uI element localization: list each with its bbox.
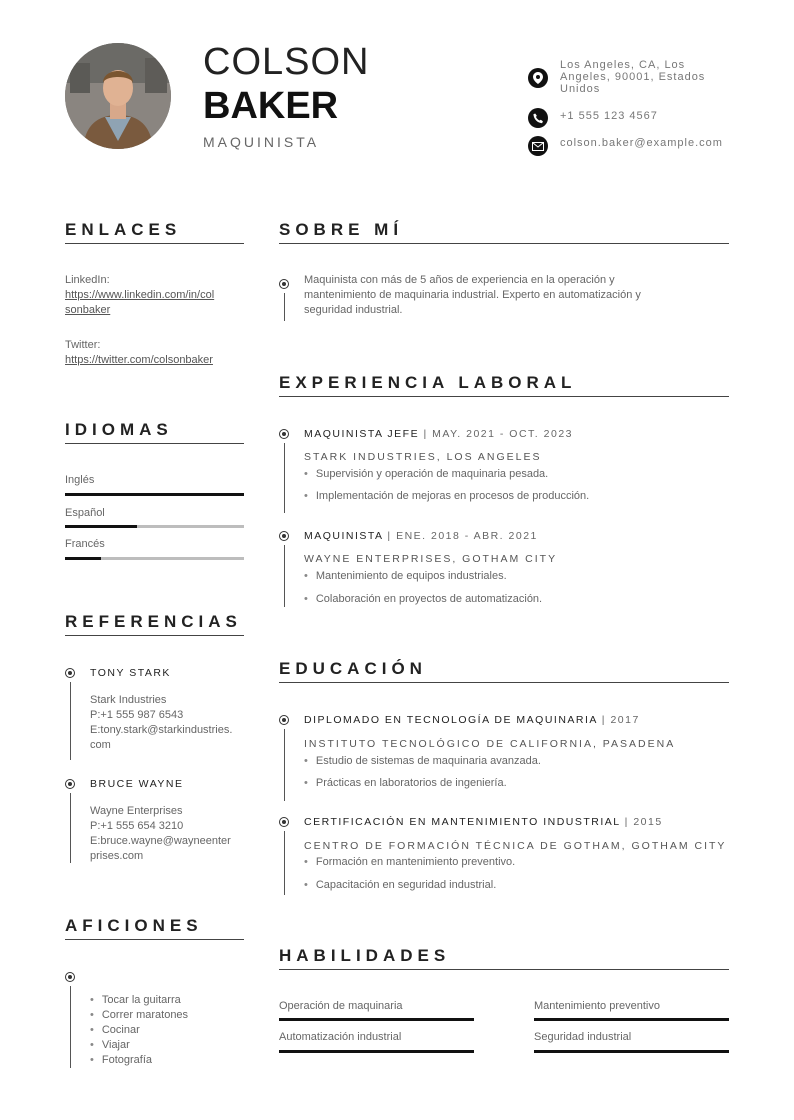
linkedin-url: sonbaker: [65, 304, 111, 316]
timeline-line: [284, 443, 285, 513]
job-company: WAYNE ENTERPRISES, GOTHAM CITY: [304, 553, 558, 565]
reference-name: TONY STARK: [90, 667, 171, 679]
twitter-label: Twitter:: [65, 339, 101, 351]
contact-phone: +1 555 123 4567: [560, 110, 658, 122]
job-company: STARK INDUSTRIES, LOS ANGELES: [304, 451, 542, 463]
education-heading: CERTIFICACIÓN EN MANTENIMIENTO INDUSTRIAL | 2015: [304, 816, 663, 828]
skill-bar-fill: [279, 1050, 474, 1053]
address-line: Unidos: [560, 83, 601, 95]
reference-company: Stark Industries: [90, 694, 167, 706]
skill-bar-fill: [534, 1050, 729, 1053]
twitter-link[interactable]: https://twitter.com/colsonbaker: [65, 354, 213, 366]
section-divider: [65, 939, 244, 940]
timeline-dot: [65, 668, 75, 678]
about-text-line: Maquinista con más de 5 años de experiencia en la operación y: [304, 274, 615, 286]
hobbies-list: [90, 993, 188, 1068]
section-divider: [65, 443, 244, 444]
section-title-hobbies: AFICIONES: [65, 916, 203, 935]
linkedin-url: https://www.linkedin.com/in/col: [65, 289, 215, 301]
reference-email: prises.com: [90, 850, 144, 862]
first-name: COLSON: [203, 41, 370, 83]
timeline-dot: [279, 531, 289, 541]
about-text-line: seguridad industrial.: [304, 304, 403, 316]
contact-address: [560, 59, 740, 95]
reference-email: E:tony.stark@starkindustries.: [90, 724, 233, 736]
section-divider: [279, 969, 729, 970]
education-degree: CERTIFICACIÓN EN MANTENIMIENTO INDUSTRIAL: [304, 816, 621, 828]
job-bullet: • Mantenimiento de equipos industriales.: [304, 570, 507, 582]
reference-phone: P:+1 555 654 3210: [90, 820, 184, 832]
skill-bar: [279, 1050, 474, 1053]
section-divider: [279, 396, 729, 397]
language-name: Francés: [65, 538, 105, 550]
section-title-about: SOBRE MÍ: [279, 220, 404, 239]
job-bullet: • Supervisión y operación de maquinaria pesada.: [304, 468, 548, 480]
language-bar: [65, 493, 244, 496]
timeline-dot: [65, 972, 75, 982]
timeline-line: [284, 293, 285, 321]
section-title-skills: HABILIDADES: [279, 946, 451, 965]
linkedin-label: LinkedIn:: [65, 274, 110, 286]
reference-email: com: [90, 739, 111, 751]
section-title-languages: IDIOMAS: [65, 420, 173, 439]
skill-bar: [534, 1050, 729, 1053]
address-line: Los Angeles, CA, Los: [560, 59, 686, 71]
timeline-line: [70, 793, 71, 863]
skill-bar: [279, 1018, 474, 1021]
job-position: MAQUINISTA JEFE: [304, 428, 420, 440]
reference-name: BRUCE WAYNE: [90, 778, 184, 790]
hobby-item: • Viajar: [90, 1038, 188, 1053]
profile-photo: [65, 43, 171, 149]
phone-icon: [528, 108, 548, 128]
section-divider: [279, 243, 729, 244]
location-pin-icon: [528, 68, 548, 88]
about-text: [304, 273, 724, 318]
timeline-dot: [279, 715, 289, 725]
education-bullet: • Prácticas en laboratorios de ingeniería.: [304, 777, 507, 789]
job-bullet: • Colaboración en proyectos de automatización.: [304, 593, 542, 605]
language-bar-fill: [65, 557, 101, 560]
timeline-line: [70, 682, 71, 760]
section-title-education: EDUCACIÓN: [279, 659, 427, 678]
hobby-item: • Fotografía: [90, 1053, 188, 1068]
contact-email[interactable]: colson.baker@example.com: [560, 137, 723, 149]
linkedin-link[interactable]: [65, 288, 245, 318]
reference-details: [90, 804, 250, 864]
profile-photo-image: [65, 43, 171, 149]
skill-bar: [534, 1018, 729, 1021]
education-school: INSTITUTO TECNOLÓGICO DE CALIFORNIA, PASADENA: [304, 738, 676, 750]
about-text-line: mantenimiento de maquinaria industrial. Experto en automatización y: [304, 289, 641, 301]
job-heading: MAQUINISTA | ENE. 2018 - ABR. 2021: [304, 530, 538, 542]
skill-name: Automatización industrial: [279, 1031, 402, 1043]
timeline-line: [70, 986, 71, 1068]
hobby-item: • Correr maratones: [90, 1008, 188, 1023]
section-title-links: ENLACES: [65, 220, 182, 239]
links-block: [65, 273, 245, 368]
skill-name: Seguridad industrial: [534, 1031, 632, 1043]
language-name: Inglés: [65, 474, 95, 486]
hobby-item: • Cocinar: [90, 1023, 188, 1038]
section-title-experience: EXPERIENCIA LABORAL: [279, 373, 577, 392]
language-name: Español: [65, 507, 105, 519]
timeline-line: [284, 545, 285, 607]
education-school: CENTRO DE FORMACIÓN TÉCNICA DE GOTHAM, GOTHAM CITY: [304, 840, 727, 852]
education-year: 2015: [633, 816, 663, 828]
job-heading: MAQUINISTA JEFE | MAY. 2021 - OCT. 2023: [304, 428, 573, 440]
job-role: MAQUINISTA: [203, 134, 320, 150]
timeline-dot: [279, 817, 289, 827]
education-bullet: • Capacitación en seguridad industrial.: [304, 879, 496, 891]
job-dates: ENE. 2018 - ABR. 2021: [396, 530, 538, 542]
section-divider: [65, 243, 244, 244]
address-line: Angeles, 90001, Estados: [560, 71, 706, 83]
skill-bar-fill: [534, 1018, 729, 1021]
job-bullet: • Implementación de mejoras en procesos de producción.: [304, 490, 589, 502]
skill-bar-fill: [279, 1018, 474, 1021]
language-bar: [65, 557, 244, 560]
timeline-line: [284, 831, 285, 895]
job-dates: MAY. 2021 - OCT. 2023: [432, 428, 573, 440]
language-bar-fill: [65, 493, 244, 496]
timeline-dot: [65, 779, 75, 789]
hobby-item: • Tocar la guitarra: [90, 993, 188, 1008]
reference-email: E:bruce.wayne@wayneenter: [90, 835, 231, 847]
section-divider: [65, 635, 244, 636]
section-divider: [279, 682, 729, 683]
language-bar: [65, 525, 244, 528]
language-bar-fill: [65, 525, 137, 528]
skill-name: Mantenimiento preventivo: [534, 1000, 660, 1012]
education-heading: DIPLOMADO EN TECNOLOGÍA DE MAQUINARIA | 2017: [304, 714, 640, 726]
education-bullet: • Formación en mantenimiento preventivo.: [304, 856, 515, 868]
last-name: BAKER: [203, 85, 339, 127]
section-title-references: REFERENCIAS: [65, 612, 242, 631]
reference-details: [90, 693, 250, 753]
timeline-line: [284, 729, 285, 801]
skill-name: Operación de maquinaria: [279, 1000, 403, 1012]
timeline-dot: [279, 429, 289, 439]
email-icon: [528, 136, 548, 156]
timeline-dot: [279, 279, 289, 289]
job-position: MAQUINISTA: [304, 530, 383, 542]
education-year: 2017: [610, 714, 640, 726]
education-degree: DIPLOMADO EN TECNOLOGÍA DE MAQUINARIA: [304, 714, 598, 726]
education-bullet: • Estudio de sistemas de maquinaria avanzada.: [304, 755, 541, 767]
reference-phone: P:+1 555 987 6543: [90, 709, 184, 721]
reference-company: Wayne Enterprises: [90, 805, 183, 817]
